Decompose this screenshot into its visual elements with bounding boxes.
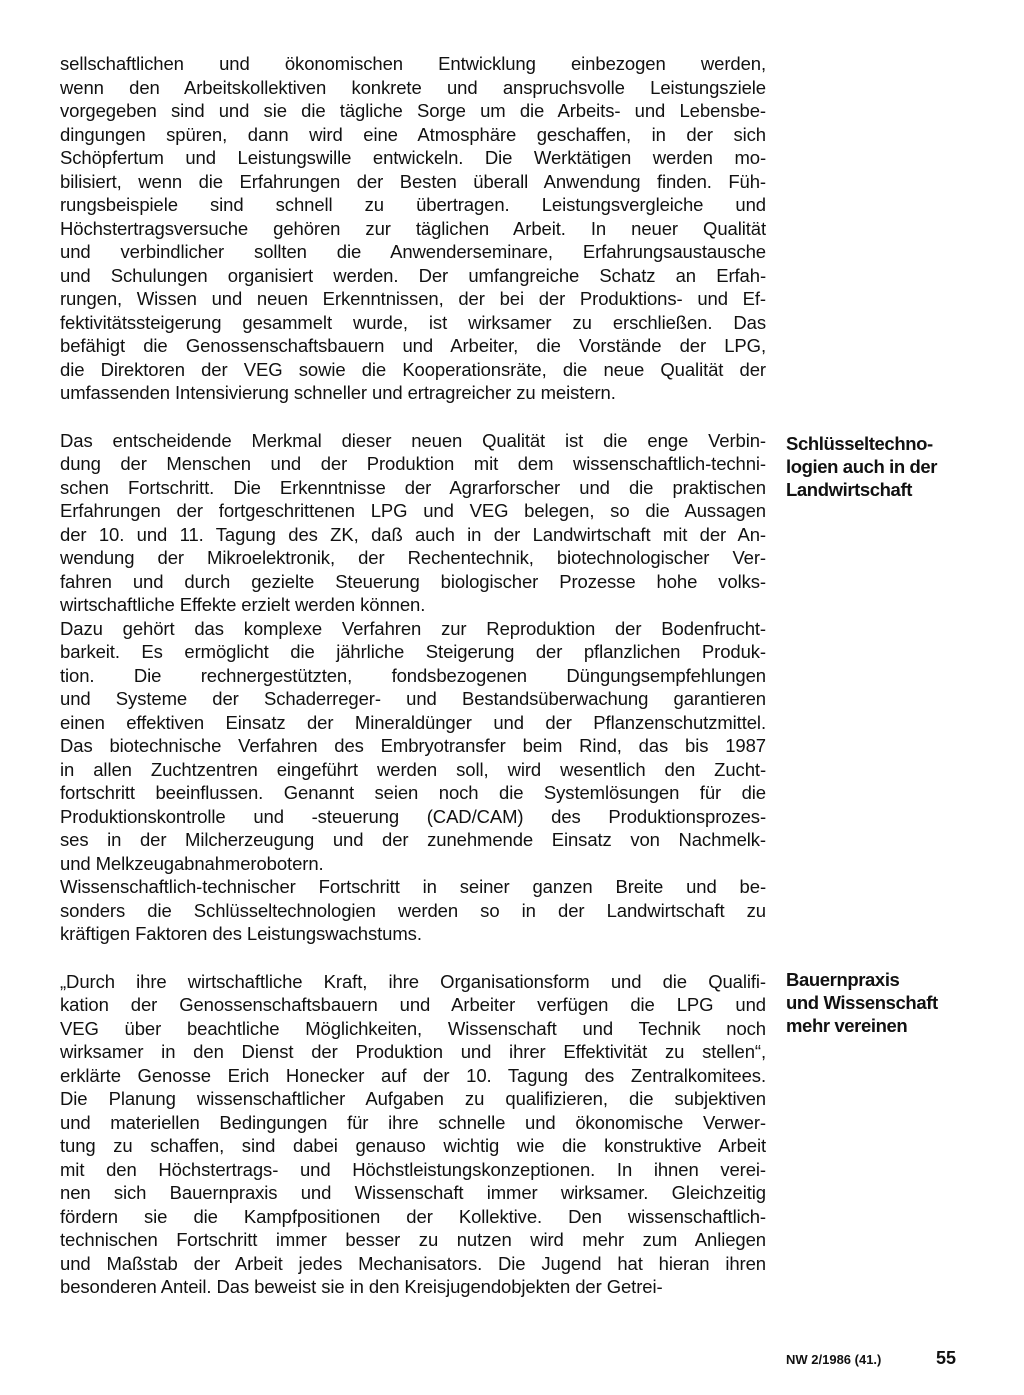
text-line: Das entscheidende Merkmal dieser neuen Qualität ist die enge Verbin- [60,429,766,451]
text-line: wenn den Arbeitskollektiven konkrete und anspruchsvolle Leistungsziele [60,76,766,98]
margin-note-line: mehr vereinen [786,1015,908,1036]
text-line: rungen, Wissen und neuen Erkenntnissen, der bei der Produktions- und Ef- [60,288,766,309]
text-line: ses in der Milcherzeugung und der zunehmende Einsatz von Nachmelk- [60,829,766,850]
text-line: barkeit. Es ermöglicht die jährliche Steigerung der pflanzlichen Produk- [60,641,766,662]
paragraph [60,970,766,1299]
text-line: fördern sie die Kampfpositionen der Kollektive. Den wissenschaftlich- [60,1205,766,1227]
text-line: kation der Genossenschaftsbauern und Arbeiter verfügen die LPG und [60,994,766,1015]
text-line: technischen Fortschritt immer besser zu nutzen wird mehr zum Anliegen [60,1229,766,1250]
text-line: Wissenschaftlich-technischer Fortschritt in seiner ganzen Breite und be- [60,876,766,897]
text-line: Die Planung wissenschaftlicher Aufgaben zu qualifizieren, die subjektiven [60,1088,766,1109]
text-line: und verbindlicher sollten die Anwenderseminare, Erfahrungsaustausche [60,241,766,262]
main-text-column [60,52,766,1299]
text-line: befähigt die Genossenschaftsbauern und Arbeiter, die Vorstände der LPG, [60,335,766,356]
margin-note-line: Bauernpraxis [786,969,900,990]
text-line: Das biotechnische Verfahren des Embryotransfer beim Rind, das bis 1987 [60,735,766,756]
text-line: in allen Zuchtzentren eingeführt werden soll, wird wesentlich den Zucht- [60,758,766,780]
text-line: besonderen Anteil. Das beweist sie in den Kreisjugendobjekten der Getrei- [60,1276,663,1297]
text-line: und Maßstab der Arbeit jedes Mechanisators. Die Jugend hat hieran ihren [60,1252,766,1274]
margin-note-line: logien auch in der [786,456,938,477]
text-line: Schöpfertum und Leistungswille entwickeln. Die Werktätigen werden mo- [60,147,766,168]
text-line: und Schulungen organisiert werden. Der umfangreiche Schatz an Erfah- [60,264,766,286]
text-line: kräftigen Faktoren des Leistungswachstums. [60,923,422,944]
margin-note-line: Landwirtschaft [786,479,912,500]
text-line: VEG über beachtliche Möglichkeiten, Wissenschaft und Technik noch [60,1017,766,1039]
text-line: der 10. und 11. Tagung des ZK, daß auch in der Landwirtschaft mit der An- [60,523,766,545]
text-line: erklärte Genosse Erich Honecker auf der 10. Tagung des Zentralkomitees. [60,1064,766,1086]
text-line: wirtschaftliche Effekte erzielt werden können. [60,594,426,615]
text-line: sellschaftlichen und ökonomischen Entwicklung einbezogen werden, [60,53,766,74]
margin-note-schluesseltechnologien [786,432,966,501]
text-line: und Melkzeugabnahmerobotern. [60,852,324,874]
text-line: nen sich Bauernpraxis und Wissenschaft immer wirksamer. Gleichzeitig [60,1182,766,1203]
text-line: tung zu schaffen, sind dabei genauso wichtig wie die konstruktive Arbeit [60,1135,766,1156]
text-line: umfassenden Intensivierung schneller und ertragreicher zu meistern. [60,382,616,403]
text-line: vorgegeben sind und sie die tägliche Sorge um die Arbeits- und Lebensbe- [60,100,766,121]
text-line: Erfahrungen der fortgeschrittenen LPG und VEG belegen, so die Aussagen [60,500,766,521]
text-line: dung der Menschen und der Produktion mit dem wissenschaftlich-techni- [60,453,766,474]
margin-note-line: und Wissenschaft [786,992,938,1013]
paragraph-gap [60,946,766,970]
text-line: rungsbeispiele sind schnell zu übertragen. Leistungsvergleiche und [60,194,766,215]
text-line: bilisiert, wenn die Erfahrungen der Besten überall Anwendung finden. Füh- [60,170,766,192]
paragraph-gap [60,405,766,429]
text-line: wendung der Mikroelektronik, der Rechentechnik, biotechnologischer Ver- [60,547,766,568]
text-line: einen effektiven Einsatz der Mineraldünger und der Pflanzenschutzmittel. [60,711,766,733]
text-line: und Systeme der Schaderreger- und Bestandsüberwachung garantieren [60,688,766,709]
text-line: die Direktoren der VEG sowie die Kooperationsräte, die neue Qualität der [60,358,766,380]
issue-reference: NW 2/1986 (41.) [786,1352,882,1367]
margin-note-line: Schlüsseltechno- [786,433,933,454]
text-line: fektivitätssteigerung gesammelt wurde, ist wirksamer zu erschließen. Das [60,311,766,333]
text-line: tion. Die rechnergestützten, fondsbezogenen Düngungsempfehlungen [60,664,766,686]
text-line: Produktionskontrolle und -steuerung (CAD/CAM) des Produktionsprozes- [60,805,766,827]
text-line: Dazu gehört das komplexe Verfahren zur Reproduktion der Bodenfrucht- [60,617,766,639]
margin-note-bauernpraxis [786,968,966,1037]
text-line: fortschritt beeinflussen. Genannt seien noch die Systemlösungen für die [60,782,766,803]
paragraph [60,52,766,405]
paragraph [60,429,766,946]
page-number: 55 [936,1348,957,1368]
text-line: mit den Höchstertrags- und Höchstleistungskonzeptionen. In ihnen verei- [60,1158,766,1180]
text-line: schen Fortschritt. Die Erkenntnisse der Agrarforscher und die praktischen [60,476,766,498]
text-line: Höchstertragsversuche gehören zur täglichen Arbeit. In neuer Qualität [60,217,766,239]
text-line: sonders die Schlüsseltechnologien werden so in der Landwirtschaft zu [60,899,766,921]
text-line: fahren und durch gezielte Steuerung biologischer Prozesse hohe volks- [60,570,766,592]
text-line: „Durch ihre wirtschaftliche Kraft, ihre Organisationsform und die Qualifi- [60,970,766,992]
text-line: und materiellen Bedingungen für ihre schnelle und ökonomische Verwer- [60,1111,766,1133]
text-line: dingungen spüren, dann wird eine Atmosphäre geschaffen, in der sich [60,123,766,145]
text-line: wirksamer in den Dienst der Produktion und ihrer Effektivität zu stellen“, [60,1041,766,1062]
